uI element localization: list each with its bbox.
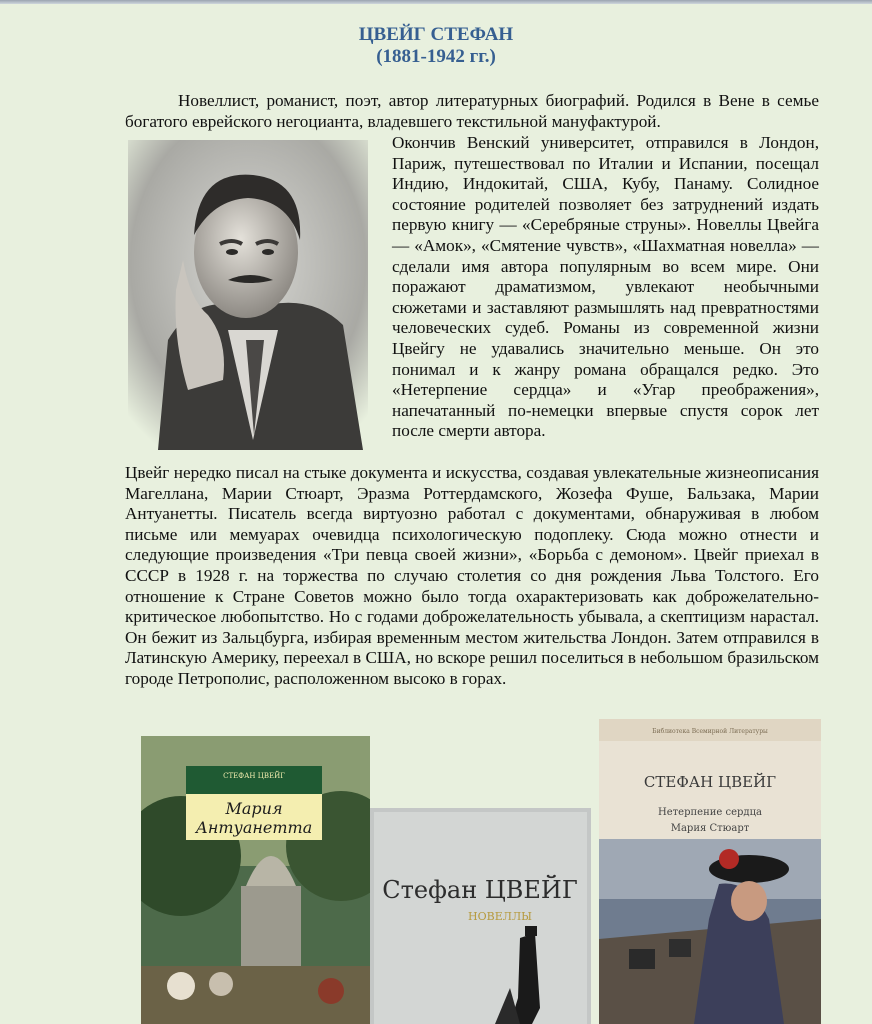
cover1-title-line1: Мария: [225, 799, 283, 818]
book-cover-novelly: [370, 808, 591, 1024]
cover3-author: СТЕФАН ЦВЕЙГ: [643, 773, 777, 791]
window-top-edge: [0, 0, 872, 4]
cover2-author: Стефан ЦВЕЙГ: [382, 876, 578, 904]
cover3-series: Библиотека Всемирной Литературы: [652, 728, 768, 735]
life-years: (1881-1942 гг.): [376, 46, 496, 67]
intro-paragraph: Новеллист, романист, поэт, автор литературных биографий. Родился в Вене в семье богатого еврейского негоцианта, владевшего текстильной мануфактурой.: [125, 91, 819, 131]
cover3-title-line1: Нетерпение сердца: [658, 807, 762, 818]
wrapped-paragraph: Окончив Венский университет, отправился в Лондон, Париж, путешествовал по Италии и Испании, посещал Индию, Индокитай, США, Кубу, Панаму. Солидное состояние родителей позволяет без затруднений издать первую книгу — «Серебряные струны». Новеллы Цвейга — «Амок», «Смятение чувств», «Шахматная новелла» — сделали имя автора популярным во всем мире. Они поражают драматизмом, увлекают необычными сюжетами и заставляют размышлять над превратностями человеческих судеб. Романы из современной жизни Цвейгу не удавались значительно меньше. Он это понимал и к жанру романа обращался редко. Это «Нетерпение сердца» и «Угар преображения», напечатанный по-немецки впервые спустя сорок лет после смерти автора.: [392, 133, 819, 441]
book-cover-maria-antuanetta: [141, 736, 370, 1024]
cover2-subtitle: НОВЕЛЛЫ: [468, 910, 532, 923]
cover1-author: СТЕФАН ЦВЕЙГ: [223, 772, 285, 780]
main-paragraph: Цвейг нередко писал на стыке документа и искусства, создавая увлекательные жизнеописания Магеллана, Марии Стюарт, Эразма Роттердамского, Жозефа Фуше, Бальзака, Марии Антуанетты. Писатель всегда виртуозно работал с документами, обнаруживая в любом письме или мемуарах очевидца психологическую подоплеку. Сюда можно отнести и следующие произведения «Три певца своей жизни», «Борьба с демоном». Цвейг приехал в СССР в 1928 г. на торжества по случаю столетия со дня рождения Льва Толстого. Его отношение к Стране Советов можно было тогда охарактеризовать как доброжелательно-критическое любопытство. Но с годами доброжелательность убывала, а скептицизм нарастал. Он бежит из Зальцбурга, избирая временным местом жительства Лондон. Затем отправился в Латинскую Америку, переехал в США, но вскоре решил поселиться в небольшом бразильском городе Петрополис, расположенном высоко в горах.: [125, 463, 819, 688]
author-portrait: [128, 140, 368, 450]
page-title: ЦВЕЙГ СТЕФАН: [358, 24, 514, 45]
cover3-title-line2: Мария Стюарт: [670, 823, 750, 834]
cover1-title-line2: Антуанетта: [195, 818, 313, 837]
book-cover-neterpenie-serdtsa: [599, 719, 821, 1024]
